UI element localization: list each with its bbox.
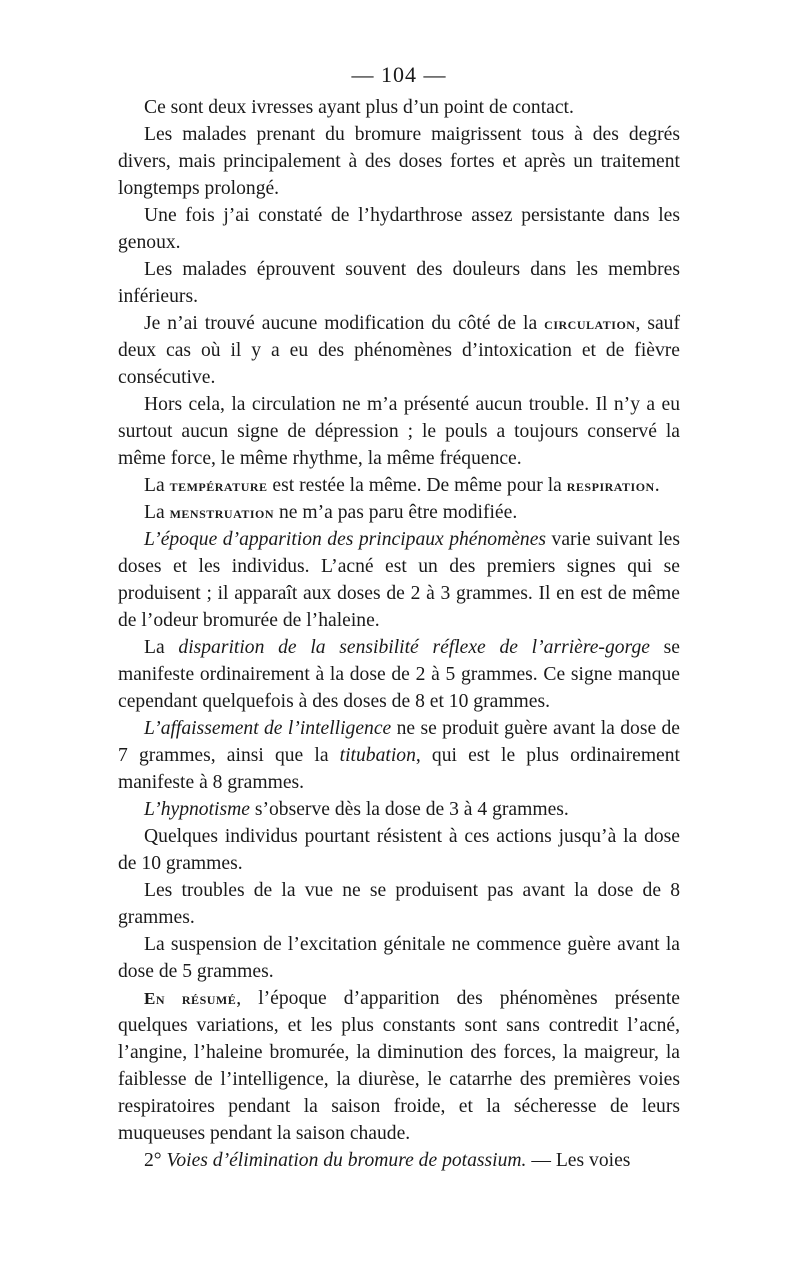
paragraph-resistance: Quelques individus pourtant résistent à ces actions jusqu’à la dose de 10 grammes. xyxy=(118,826,680,874)
circulation-text-before: Je n’ai trouvé aucune modification du côté de la xyxy=(144,313,545,334)
resume-heading: En résumé xyxy=(144,989,237,1008)
page-number: — 104 — xyxy=(351,62,447,87)
temperature-text-before: La xyxy=(144,475,170,496)
paragraph-hypnotisme xyxy=(118,796,680,823)
paragraph-voies-elimination xyxy=(118,1147,680,1174)
paragraph-douleurs: Les malades éprouvent souvent des douleurs dans les membres inférieurs. xyxy=(118,259,680,307)
hypnotisme-emphasis: L’hypnotisme xyxy=(144,799,250,820)
paragraph-circulation xyxy=(118,310,680,391)
voies-text: — Les voies xyxy=(526,1150,631,1171)
hypnotisme-text: s’observe dès la dose de 3 à 4 grammes. xyxy=(249,799,569,820)
paragraph-temperature xyxy=(118,472,680,499)
epoque-apparition-text: varie suivant les doses et les individus. L’acné est un des premiers signes qui se produisent ; il apparaît aux doses de 2 à 3 grammes. Il en est de même de l’odeur bromurée de l’haleine. xyxy=(118,529,680,631)
paragraph-excitation-genitale: La suspension de l’excitation génitale ne commence guère avant la dose de 5 grammes. xyxy=(118,934,680,982)
paragraph-vue: Les troubles de la vue ne se produisent pas avant la dose de 8 grammes. xyxy=(118,880,680,928)
temperature-heading: température xyxy=(169,476,268,495)
intelligence-emphasis: L’affaissement de l’intelligence xyxy=(144,718,392,739)
paragraph-hydarthrose: Une fois j’ai constaté de l’hydarthrose assez persistante dans les genoux. xyxy=(118,205,680,253)
temperature-text-middle: est restée la même. De même pour la xyxy=(267,475,567,496)
temperature-text-after: . xyxy=(654,475,660,496)
paragraph-menstruation xyxy=(118,499,680,526)
voies-number: 2° xyxy=(144,1150,167,1171)
book-page xyxy=(118,58,680,1174)
resume-text: , l’époque d’apparition des phénomènes présente quelques variations, et les plus constants sont sans contredit l’acné, l’angine, l’haleine bromurée, la diminution des forces, la maigreur, la faiblesse de l’intelligence, la diurèse, le catarrhe des premières voies respiratoires pendant la saison froide, et la sécheresse de leurs muqueuses pendant la saison chaude. xyxy=(118,988,680,1144)
circulation-heading: circulation xyxy=(544,314,636,333)
epoque-apparition-emphasis: L’époque d’apparition des principaux phénomènes xyxy=(144,529,547,550)
titubation-emphasis: titubation xyxy=(339,745,416,766)
intelligence-text-after: , qui est le plus ordinairement manifeste à 8 grammes. xyxy=(118,745,680,793)
paragraph-sensibilite-reflexe xyxy=(118,634,680,715)
paragraph-epoque-apparition xyxy=(118,526,680,634)
sensibilite-emphasis: disparition de la sensibilité réflexe de l’arrière-gorge xyxy=(178,637,650,658)
respiration-heading: respiration xyxy=(566,476,655,495)
voies-heading: Voies d’élimination du bromure de potassium. xyxy=(166,1150,527,1171)
paragraph-intelligence xyxy=(118,715,680,796)
intelligence-text-middle: ne se produit guère avant la dose de 7 grammes, ainsi que la xyxy=(118,718,680,766)
paragraph-amaigrissement: Les malades prenant du bromure maigrissent tous à des degrés divers, mais principalement à des doses fortes et après un traitement longtemps prolongé. xyxy=(118,124,680,199)
sensibilite-text-before: La xyxy=(144,637,179,658)
paragraph-resume xyxy=(118,985,680,1147)
sensibilite-text-after: se manifeste ordinairement à la dose de 2 à 5 grammes. Ce signe manque cependant quelquefois à des doses de 8 et 10 grammes. xyxy=(118,637,680,712)
menstruation-text-before: La xyxy=(144,502,170,523)
circulation-text-after: , sauf deux cas où il y a eu des phénomènes d’intoxication et de fièvre consécutive. xyxy=(118,313,680,388)
paragraph-pouls: Hors cela, la circulation ne m’a présenté aucun trouble. Il n’y a eu surtout aucun signe de dépression ; le pouls a toujours conservé la même force, le même rhythme, la même fréquence. xyxy=(118,394,680,469)
menstruation-heading: menstruation xyxy=(169,503,275,522)
menstruation-text-after: ne m’a pas paru être modifiée. xyxy=(274,502,518,523)
paragraph-ivresses: Ce sont deux ivresses ayant plus d’un point de contact. xyxy=(144,97,574,118)
